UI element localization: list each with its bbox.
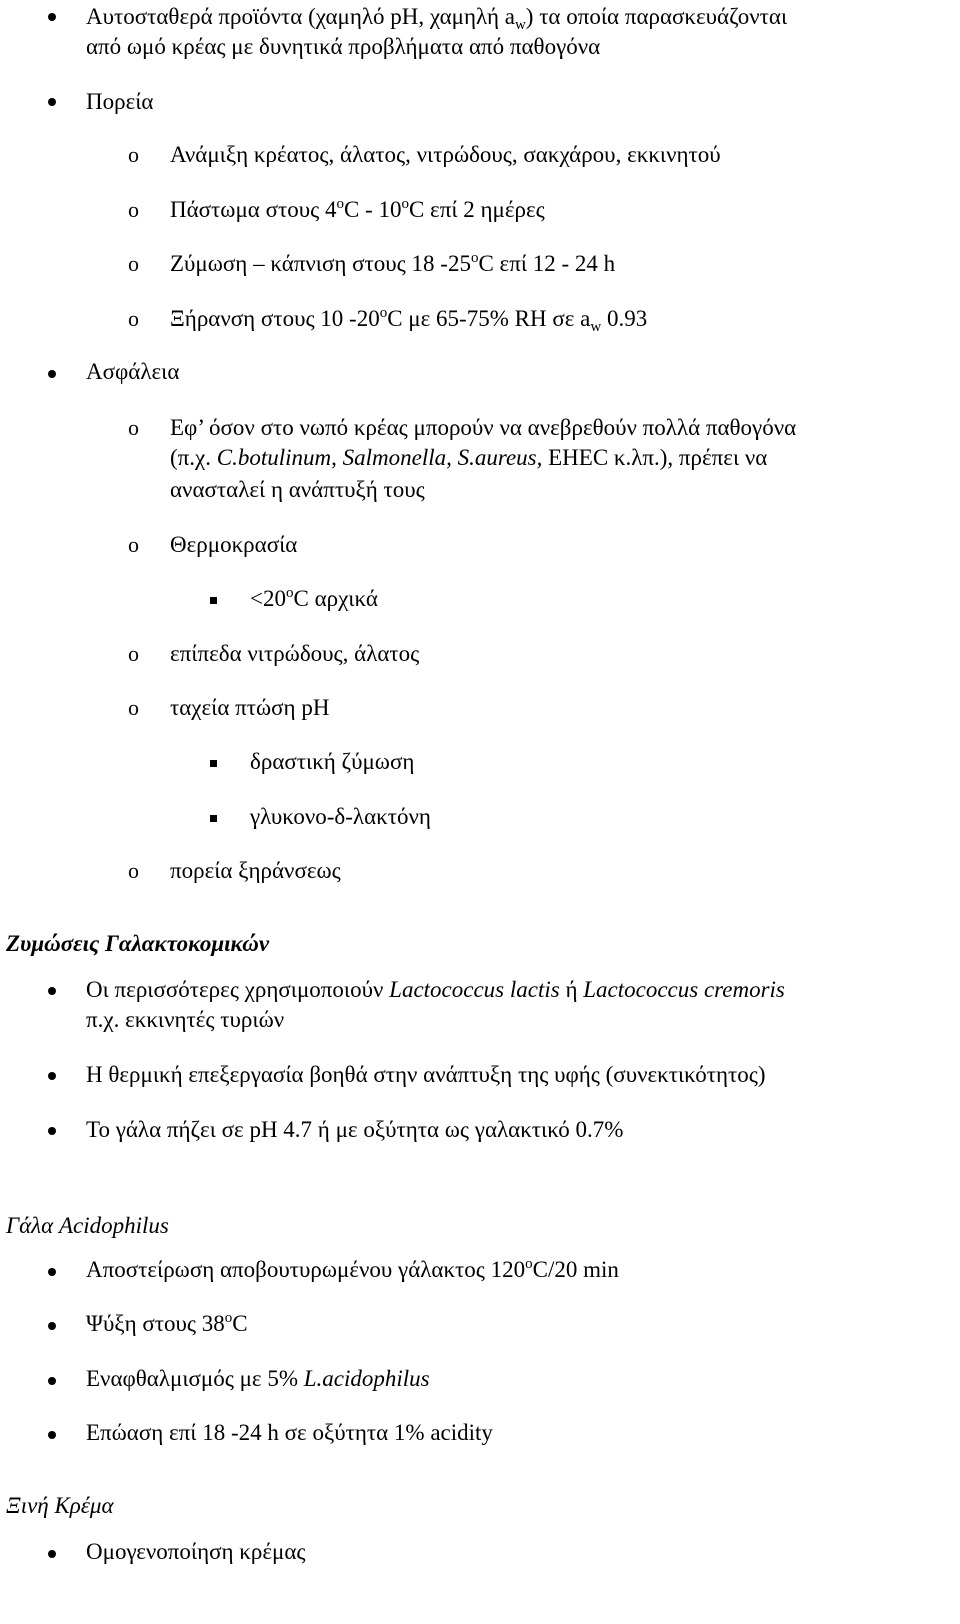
- process-step-1: Ανάμιξη κρέατος, άλατος, νιτρώδους, σακχάρου, εκκινητού: [170, 142, 721, 167]
- sour-cream-heading: Ξινή Κρέμα: [6, 1493, 114, 1518]
- process-label: Πορεία: [86, 89, 154, 114]
- dairy-item-3: Το γάλα πήζει σε pH 4.7 ή με οξύτητα ως γαλακτικό 0.7%: [86, 1117, 624, 1142]
- safety-item-line-3: ανασταλεί η ανάπτυξή τους: [170, 477, 425, 502]
- bullet-icon: [48, 987, 56, 995]
- nitrite-label: επίπεδα νιτρώδους, άλατος: [170, 641, 420, 666]
- bullet-icon: [48, 13, 56, 21]
- temperature-subitem: $<20^oC$ αρχικά: [250, 585, 378, 611]
- process-step-2: Πάστωμα στους 4$^o$C - 10$^o$C επί 2 ημέρες: [170, 196, 545, 222]
- dairy-heading: Ζυμώσεις Γαλακτοκομικών: [6, 931, 270, 956]
- circle-bullet-icon: o: [128, 641, 139, 666]
- bullet-icon: [48, 1431, 56, 1439]
- bullet-icon: [48, 98, 56, 106]
- circle-bullet-icon: o: [128, 251, 139, 276]
- circle-bullet-icon: o: [128, 306, 139, 331]
- safety-label: Ασφάλεια: [86, 359, 180, 384]
- safety-item-line-1: Εφ’ όσον στο νωπό κρέας μπορούν να ανεβρεθούν πολλά παθογόνα: [170, 415, 797, 440]
- ph-label: ταχεία πτώση pH: [170, 695, 330, 720]
- square-bullet-icon: [210, 597, 217, 604]
- sour-cream-item-1: Ομογενοποίηση κρέμας: [86, 1539, 306, 1564]
- acidophilus-item-4: Επώαση επί 18 -24 h σε οξύτητα 1% acidity: [86, 1420, 493, 1445]
- circle-bullet-icon: o: [128, 142, 139, 167]
- bullet-icon: [48, 1268, 56, 1276]
- square-bullet-icon: [210, 760, 217, 767]
- bullet-icon: [48, 1072, 56, 1080]
- circle-bullet-icon: o: [128, 858, 139, 883]
- circle-bullet-icon: o: [128, 197, 139, 222]
- circle-bullet-icon: o: [128, 695, 139, 720]
- ph-subitem-1: δραστική ζύμωση: [250, 749, 415, 774]
- bullet-icon: [48, 1377, 56, 1385]
- process-step-3: Ζύμωση – κάπνιση στους 18 -25$^o$C επί 12 - 24 h: [170, 250, 616, 276]
- intro-line-2: από ωμό κρέας με δυνητικά προβλήματα από παθογόνα: [86, 34, 601, 59]
- safety-item-line-2: (π.χ. C.botulinum, Salmonella, S.aureus, EHEC κ.λπ.), πρέπει να: [170, 445, 768, 470]
- process-step-4: Ξήρανση στους 10 -20$^o$C με 65-75% RH σε $a_w$ 0.93: [170, 305, 648, 335]
- dairy-item-2: Η θερμική επεξεργασία βοηθά στην ανάπτυξη της υφής (συνεκτικότητος): [86, 1062, 766, 1087]
- acidophilus-item-2: Ψύξη στους 38$^o$C: [86, 1310, 248, 1336]
- acidophilus-item-3: Εναφθαλμισμός με 5% L.acidophilus: [86, 1366, 430, 1391]
- circle-bullet-icon: o: [128, 415, 139, 440]
- ph-subitem-2: γλυκονο-δ-λακτόνη: [250, 804, 431, 829]
- intro-line-1: Αυτοσταθερά προϊόντα (χαμηλό pH, χαμηλή $a_w$) τα οποία παρασκευάζονται: [86, 4, 788, 33]
- square-bullet-icon: [210, 815, 217, 822]
- temperature-label: Θερμοκρασία: [170, 532, 298, 557]
- bullet-icon: [48, 1322, 56, 1330]
- bullet-icon: [48, 370, 56, 378]
- bullet-icon: [48, 1127, 56, 1135]
- acidophilus-heading: Γάλα Acidophilus: [6, 1213, 169, 1238]
- dairy-item-1-line-1: Οι περισσότερες χρησιμοποιούν Lactococcus lactis ή Lactococcus cremoris: [86, 977, 785, 1002]
- bullet-icon: [48, 1550, 56, 1558]
- dairy-item-1-line-2: π.χ. εκκινητές τυριών: [86, 1007, 285, 1032]
- circle-bullet-icon: o: [128, 532, 139, 557]
- drying-label: πορεία ξηράνσεως: [170, 858, 341, 883]
- acidophilus-item-1: Αποστείρωση αποβουτυρωμένου γάλακτος 120$^o$C/20 min: [86, 1256, 619, 1282]
